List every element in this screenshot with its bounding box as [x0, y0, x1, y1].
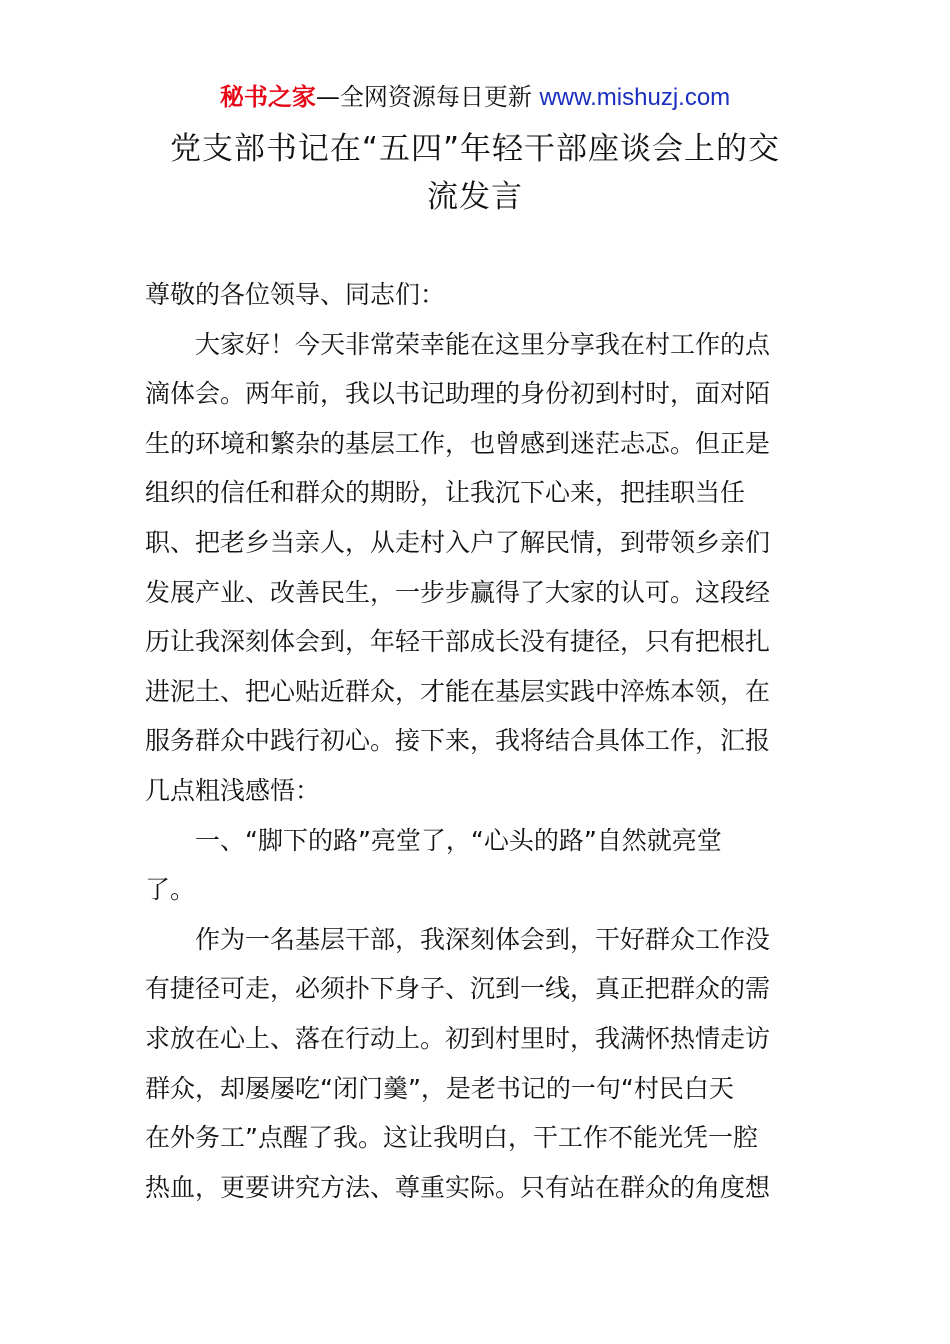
paragraph-line: 发展产业、改善民生，一步步赢得了大家的认可。这段经 [145, 577, 771, 607]
paragraph-line: 大家好！今天非常荣幸能在这里分享我在村工作的点 [195, 329, 771, 359]
paragraph-line: 几点粗浅感悟： [145, 775, 321, 805]
salutation: 尊敬的各位领导、同志们： [145, 280, 446, 309]
paragraph-line: 生的环境和繁杂的基层工作，也曾感到迷茫忐忑。但正是 [145, 428, 771, 458]
section-heading: 一、“脚下的路”亮堂了，“心头的路”自然就亮堂 [195, 825, 722, 855]
paragraph-line: 服务群众中践行初心。接下来，我将结合具体工作，汇报 [145, 726, 771, 756]
title-line: 流发言 [427, 179, 523, 215]
paragraph-line: 滴体会。两年前，我以书记助理的身份初到村时，面对陌 [145, 379, 771, 409]
title-line: 党支部书记在“五四”年轻干部座谈会上的交 [169, 131, 781, 167]
section-heading: 了。 [145, 875, 196, 905]
paragraph-line: 群众，却屡屡吃“闭门羹”，是老书记的一句“村民白天 [145, 1073, 734, 1103]
paragraph-line: 有捷径可走，必须扑下身子、沉到一线，真正把群众的需 [145, 974, 771, 1004]
document-title [140, 125, 810, 221]
site-header [0, 80, 950, 115]
paragraph-line: 热血，更要讲究方法、尊重实际。只有站在群众的角度想 [145, 1172, 771, 1202]
paragraph-line: 组织的信任和群众的期盼，让我沉下心来，把挂职当任 [145, 478, 746, 508]
paragraph-line: 作为一名基层干部，我深刻体会到，干好群众工作没 [195, 924, 771, 954]
paragraph-line: 职、把老乡当亲人，从走村入户了解民情，到带领乡亲们 [145, 527, 771, 557]
paragraph-line: 求放在心上、落在行动上。初到村里时，我满怀热情走访 [145, 1023, 771, 1053]
site-link[interactable]: www.mishuzj.com [539, 84, 731, 111]
paragraph-line: 进泥土、把心贴近群众，才能在基层实践中淬炼本领，在 [145, 676, 771, 706]
brand-name: 秘书之家 [219, 83, 316, 111]
header-tagline: —全网资源每日更新 [315, 83, 532, 111]
paragraph-line: 在外务工”点醒了我。这让我明白，干工作不能光凭一腔 [145, 1123, 758, 1153]
document-body [145, 270, 807, 1212]
paragraph-line: 历让我深刻体会到，年轻干部成长没有捷径，只有把根扎 [145, 627, 771, 657]
